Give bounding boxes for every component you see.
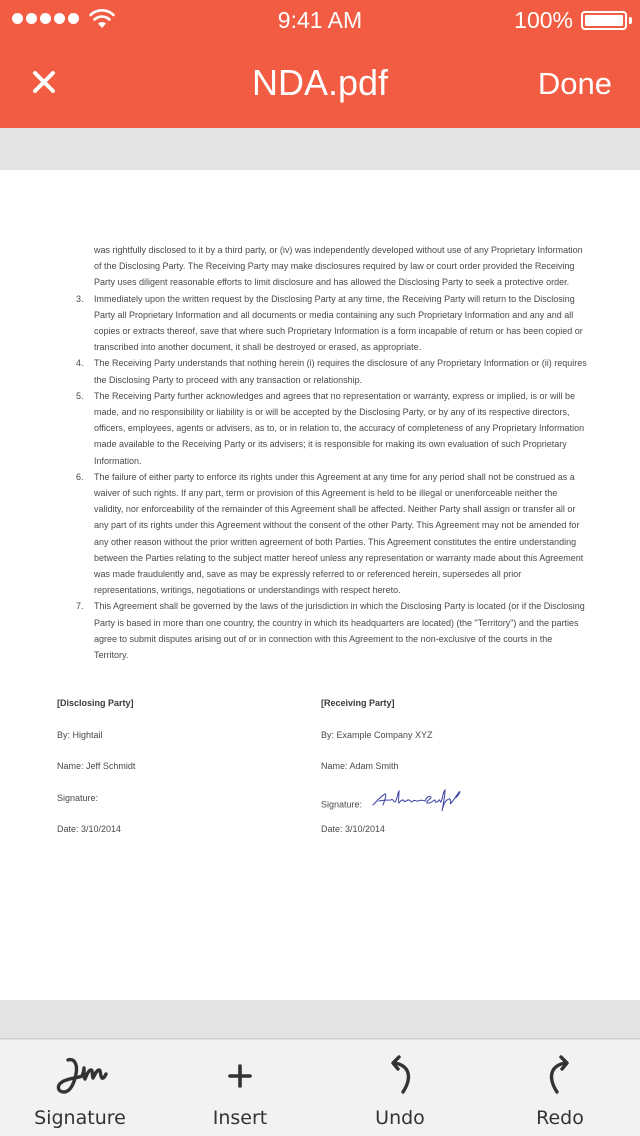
party-by: By: Example Company XYZ — [321, 729, 433, 740]
clause-text: was rightfully disclosed to it by a third party, or (iv) was independently developed without use of any Proprietary Information of the Disclosing Party. The Receiving Party may make disclosures required by law or court order provided the Receiving Party uses diligent reasonable efforts to limit disclosure and has allowed the Disclosing Party to seek a protective order. — [94, 245, 583, 288]
party-date: Date: 3/10/2014 — [57, 824, 122, 834]
signature-button[interactable] — [0, 1040, 160, 1136]
party-heading: [Receiving Party] — [321, 698, 395, 708]
page-gutter — [0, 1000, 640, 1039]
clause-text: The Receiving Party further acknowledges and agrees that no representation or warranty, express or implied, is or will be made, and no responsibility or liability is or will be accepted by the Disclosing Party, or by any of its respective directors, officers, employees, agents or advisers, as to, or in relation to, the accuracy of completeness of any Proprietary Information made available to the Receiving Party or its advisers; it is responsible for making its own evaluation of such Proprietary Information. — [94, 390, 585, 466]
clause-number: 5. — [76, 390, 84, 401]
party-heading: [Disclosing Party] — [57, 698, 134, 708]
toolbar-label: Insert — [212, 1107, 268, 1129]
receiving-party-block — [321, 697, 463, 855]
undo-button[interactable] — [320, 1040, 480, 1136]
party-by: By: Hightail — [57, 729, 103, 740]
clause-4 — [0, 355, 640, 387]
toolbar-label: Undo — [375, 1107, 425, 1129]
app-header — [0, 0, 640, 128]
clause-text: The Receiving Party understands that nothing herein (i) requires the disclosure of any Proprietary Information or (ii) requires the Disclosing Party to proceed with any transaction or relationship. — [94, 358, 587, 385]
clause-text: This Agreement shall be governed by the laws of the jurisdiction in which the Disclosing Party is located (or if the Disclosing Party is based in more than one country, the country in which its headquarters are located) (the "Territory") and the parties agree to submit disputes arising out of or in connection with this Agreement to the non-exclusive of the courts in the Territory. — [94, 601, 585, 661]
disclosing-party-block — [57, 697, 135, 855]
battery-icon — [581, 11, 627, 30]
insert-button[interactable] — [160, 1040, 320, 1136]
clause-number: 4. — [76, 358, 84, 369]
close-icon — [26, 64, 62, 100]
pdf-page[interactable] — [0, 170, 640, 1000]
clause-6 — [0, 469, 640, 599]
done-button[interactable]: Done — [537, 66, 612, 101]
document-title: NDA.pdf — [251, 62, 389, 103]
party-date: Date: 3/10/2014 — [321, 824, 386, 834]
signature-field-empty[interactable] — [57, 792, 135, 824]
toolbar-label: Signature — [34, 1107, 126, 1129]
clause-number: 3. — [76, 293, 84, 304]
signature-label: Signature: — [321, 798, 363, 809]
clause-number: 7. — [76, 601, 84, 612]
redo-icon — [528, 1052, 592, 1100]
status-bar — [0, 0, 640, 40]
redo-button[interactable] — [480, 1040, 640, 1136]
clause-5 — [0, 388, 640, 469]
signature-label: Signature: — [57, 792, 99, 803]
party-name: Name: Jeff Schmidt — [57, 761, 136, 771]
plus-icon — [208, 1052, 272, 1100]
close-button[interactable] — [26, 64, 62, 100]
clause-continuation — [0, 242, 640, 291]
document-body — [0, 242, 640, 663]
signature-icon — [48, 1052, 112, 1100]
handwritten-signature[interactable] — [371, 788, 463, 814]
battery-percent: 100% — [514, 7, 573, 33]
clause-7 — [0, 598, 640, 663]
nav-bar — [0, 40, 640, 128]
status-time: 9:41 AM — [277, 7, 363, 33]
bottom-toolbar — [0, 1040, 640, 1136]
clause-text: Immediately upon the written request by the Disclosing Party at any time, the Receiving Party will return to the Disclosing Party all Proprietary Information and all documents or media containing any such Proprietary Information and any and all copies or extracts thereof, save that where such Proprietary Information is a form incapable of return or has been copied or transcribed into another document, it shall be destroyed or erased, as appropriate. — [94, 293, 583, 353]
clause-text: The failure of either party to enforce its rights under this Agreement at any time for any period shall not be construed as a waiver of such rights. If any part, term or provision of this Agreement is held to be illegal or unenforceable neither the validity, nor enforceability of the remainder of this Agreement shall be affected. Neither Party shall assign or transfer all or any part of its rights under this Agreement without the consent of the other Party. This Agreement may not be amended for any other reason without the prior written agreement of both Parties. This Agreement constitutes the entire understanding between the Parties relating to the subject matter hereof unless any representation or warranty made about this Agreement was made fraudulently and, save as may be expressly referred to or referenced herein, supersedes all prior representations, writings, negotiations or understandings with respect hereto. — [94, 471, 584, 596]
clause-number: 6. — [76, 471, 84, 482]
signature-field-signed[interactable] — [321, 792, 463, 824]
clause-3 — [0, 291, 640, 356]
toolbar-label: Redo — [536, 1107, 584, 1129]
battery-tip — [629, 17, 632, 24]
party-name: Name: Adam Smith — [321, 761, 399, 771]
undo-icon — [368, 1052, 432, 1100]
